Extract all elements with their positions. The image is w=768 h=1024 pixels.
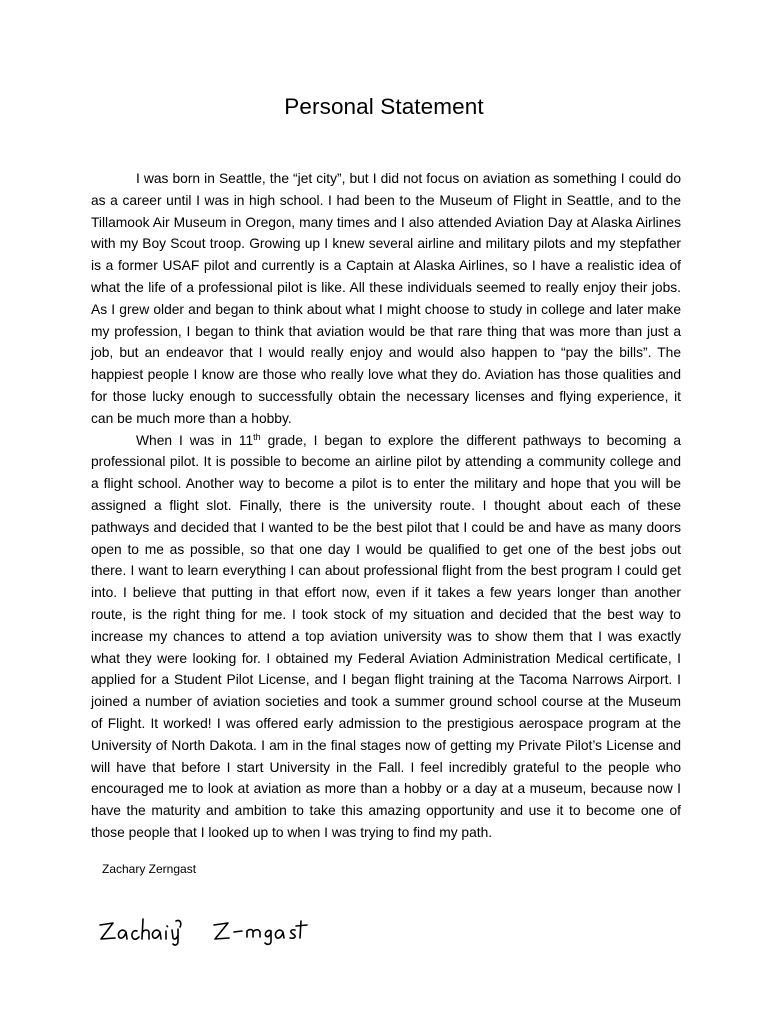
document-title: Personal Statement (284, 94, 484, 119)
paragraph-1: I was born in Seattle, the “jet city”, but I did not focus on aviation as something I could do as a career until I was in high school. I had been to the Museum of Flight in Seattle, and to the Tillamook Air Museum in Oregon, many times and I also attended Aviation Day at Alaska Airlines with my Boy Scout troop. Growing up I knew several airline and military pilots and my stepfather is a former USAF pilot and currently is a Captain at Alaska Airlines, so I have a realistic idea of what the life of a professional pilot is like. All these individuals seemed to really enjoy their jobs. As I grew older and began to think about what I might choose to study in college and later make my profession, I began to think that aviation would be that rare thing that was more than just a job, but an endeavor that I would really enjoy and would also happen to “pay the bills”. The happiest people I know are those who really love what they do. Aviation has those qualities and for those lucky enough to successfully obtain the necessary licenses and flying experience, it can be much more than a hobby. (91, 171, 681, 426)
typed-name: Zachary Zerngast (102, 862, 197, 876)
paragraph-2 (91, 430, 681, 844)
handwritten-signature (96, 907, 326, 947)
paragraph-2-rest: grade, I began to explore the different pathways to becoming a professional pilot. It is possible to become an airline pilot by attending a community college and a flight school. Another way to become a pilot is to enter the military and hope that you will be assigned a flight slot. Finally, there is the university route. I thought about each of these pathways and decided that I wanted to be the best pilot that I could be and have as many doors open to me as possible, so that one day I would be qualified to get one of the best jobs out there. I want to learn everything I can about professional flight from the best program I could get into. I believe that putting in that effort now, even if it takes a few years longer than another route, is the right thing for me. I took stock of my situation and decided that the best way to increase my chances to attend a top aviation university was to show them that I was exactly what they were looking for. I obtained my Federal Aviation Administration Medical certificate, I applied for a Student Pilot License, and I began flight training at the Tacoma Narrows Airport. I joined a number of aviation societies and took a summer ground school course at the Museum of Flight. It worked! I was offered early admission to the prestigious aerospace program at the University of North Dakota. I am in the final stages now of getting my Private Pilot’s License and will have that before I start University in the Fall. I feel incredibly grateful to the people who encouraged me to look at aviation as more than a hobby or a day at a museum, because now I have the maturity and ambition to take this amazing opportunity and use it to become one of those people that I looked up to when I was trying to find my path. (91, 432, 681, 840)
paragraph-2-lead: When I was in 11 (136, 432, 254, 448)
document-body (91, 168, 681, 844)
ordinal-superscript: th (253, 431, 261, 442)
